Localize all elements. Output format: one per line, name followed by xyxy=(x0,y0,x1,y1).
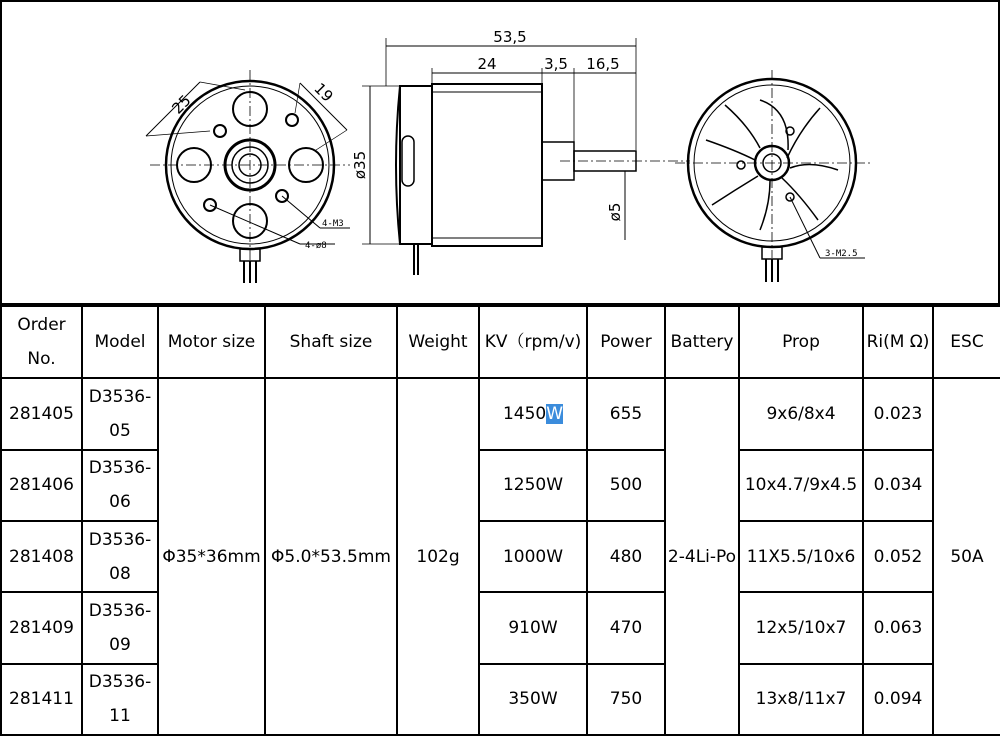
cell-model: D3536-09 xyxy=(82,592,158,663)
header-order-no: Order No. xyxy=(1,306,82,378)
cell-shaft-size: Φ5.0*53.5mm xyxy=(265,378,397,735)
cell-kv xyxy=(479,521,587,592)
kv-unit: W xyxy=(540,689,558,710)
cell-kv xyxy=(479,664,587,735)
kv-value: 1450 xyxy=(502,403,547,424)
cell-ri: 0.023 xyxy=(863,378,933,449)
cell-ri: 0.052 xyxy=(863,521,933,592)
header-shaft-size: Shaft size xyxy=(265,306,397,378)
kv-unit-selected[interactable]: W xyxy=(546,403,564,424)
cell-power: 480 xyxy=(587,521,665,592)
table-row xyxy=(1,521,1000,592)
header-battery: Battery xyxy=(665,306,739,378)
cell-order: 281408 xyxy=(1,521,82,592)
label-holes-m3: 4-M3 xyxy=(322,219,344,229)
cell-prop: 10x4.7/9x4.5 xyxy=(739,450,863,521)
cell-model: D3536-06 xyxy=(82,450,158,521)
cell-power: 500 xyxy=(587,450,665,521)
dim-shaft-diameter: ø5 xyxy=(606,202,624,222)
cell-kv xyxy=(479,378,587,449)
cell-power: 750 xyxy=(587,664,665,735)
cell-battery: 2-4Li-Po xyxy=(665,378,739,735)
kv-unit: W xyxy=(546,546,564,567)
cell-kv xyxy=(479,450,587,521)
table-row xyxy=(1,664,1000,735)
cell-model: D3536-08 xyxy=(82,521,158,592)
table-row xyxy=(1,450,1000,521)
header-prop: Prop xyxy=(739,306,863,378)
header-kv: KV（rpm/v) xyxy=(479,306,587,378)
dim-diameter: ø35 xyxy=(351,150,369,180)
table-header-row xyxy=(1,306,1000,378)
motor-technical-drawing xyxy=(0,0,1000,305)
table-row xyxy=(1,592,1000,663)
dim-bolt-span-b: 19 xyxy=(310,79,337,106)
cell-order: 281405 xyxy=(1,378,82,449)
spec-table xyxy=(0,305,1000,736)
cell-power: 655 xyxy=(587,378,665,449)
cell-prop: 12x5/10x7 xyxy=(739,592,863,663)
label-holes-d8: 4-ø8 xyxy=(305,241,327,251)
cell-prop: 13x8/11x7 xyxy=(739,664,863,735)
table-row xyxy=(1,378,1000,449)
dim-body-length: 24 xyxy=(477,55,497,73)
side-view xyxy=(362,38,690,275)
header-model: Model xyxy=(82,306,158,378)
cell-power: 470 xyxy=(587,592,665,663)
kv-unit: W xyxy=(540,617,558,638)
cell-order: 281409 xyxy=(1,592,82,663)
dim-shaft-length: 16,5 xyxy=(586,55,620,73)
cell-ri: 0.063 xyxy=(863,592,933,663)
header-esc: ESC xyxy=(933,306,1000,378)
cell-weight: 102g xyxy=(397,378,479,735)
kv-value: 910 xyxy=(508,617,541,638)
kv-value: 350 xyxy=(508,689,541,710)
dim-bolt-span-a: 25 xyxy=(168,91,195,118)
cell-order: 281411 xyxy=(1,664,82,735)
kv-value: 1250 xyxy=(502,475,547,496)
cell-esc: 50A xyxy=(933,378,1000,735)
header-power: Power xyxy=(587,306,665,378)
cell-ri: 0.034 xyxy=(863,450,933,521)
cell-kv xyxy=(479,592,587,663)
cell-prop: 11X5.5/10x6 xyxy=(739,521,863,592)
kv-value: 1000 xyxy=(502,546,547,567)
dim-gap: 3,5 xyxy=(544,55,568,73)
cell-model: D3536-05 xyxy=(82,378,158,449)
cell-order: 281406 xyxy=(1,450,82,521)
kv-unit: W xyxy=(546,475,564,496)
header-motor-size: Motor size xyxy=(158,306,265,378)
header-weight: Weight xyxy=(397,306,479,378)
label-holes-m25: 3-M2.5 xyxy=(825,249,858,259)
cell-ri: 0.094 xyxy=(863,664,933,735)
header-ri: Ri(M Ω) xyxy=(863,306,933,378)
dim-overall-length: 53,5 xyxy=(493,28,527,46)
cell-motor-size: Φ35*36mm xyxy=(158,378,265,735)
cell-prop: 9x6/8x4 xyxy=(739,378,863,449)
cell-model: D3536-11 xyxy=(82,664,158,735)
